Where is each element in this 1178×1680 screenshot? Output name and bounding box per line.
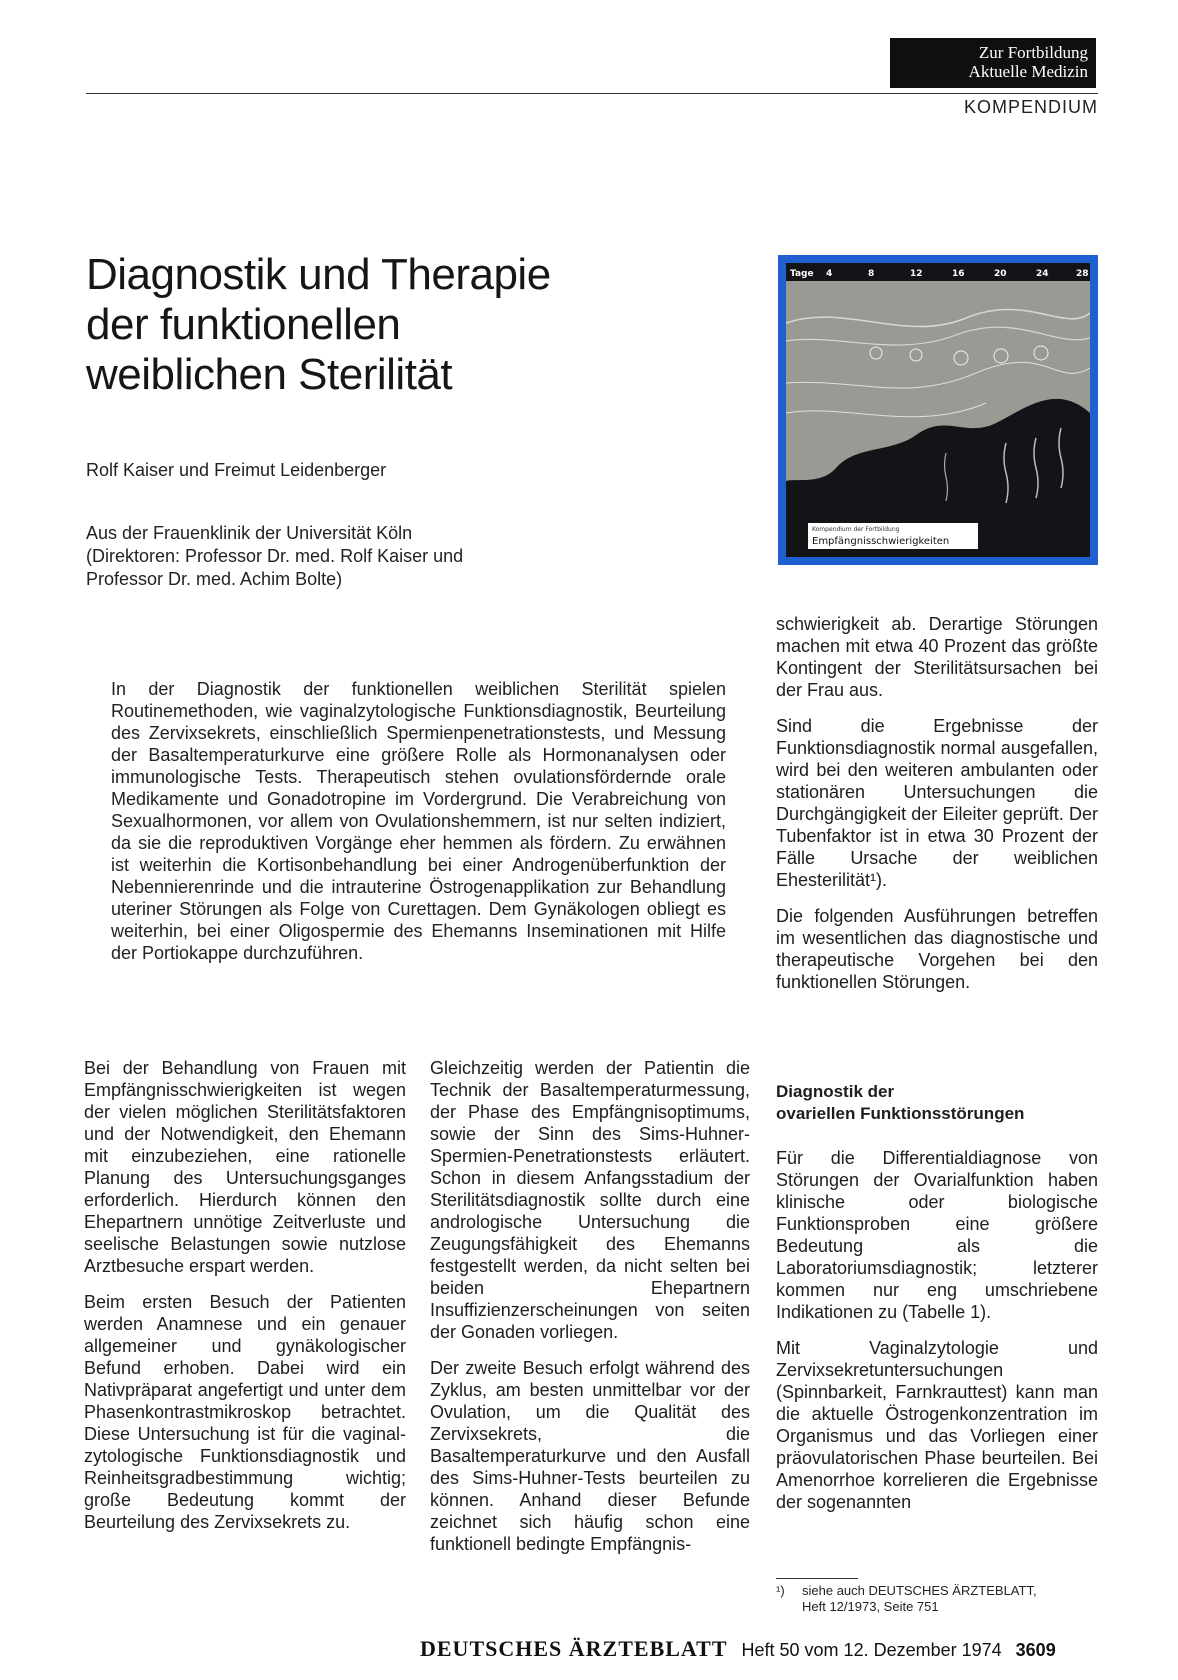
title-line-1: Diagnostik und Therapie [86, 250, 551, 299]
column-2 [430, 1057, 750, 1569]
footnote-rule [776, 1578, 858, 1579]
tick-label: 8 [868, 269, 875, 279]
tick-label: 24 [1036, 269, 1049, 279]
paragraph: Bei der Behandlung von Frauen mit Empfängnisschwierigkeiten ist wegen der vielen möglichen Sterilitätsfaktoren und der Notwendigkeit, den Ehemann mit einzubeziehen, eine rationelle Planung des Untersuchungsganges erforderlich. Hierdurch können den Ehepartnern unnötige Zeitverluste und seelische Belastungen sowie nutzlose Arztbesuche erspart werden. [84, 1058, 406, 1276]
section-heading [776, 1081, 1098, 1125]
paragraph: Die folgenden Ausführungen betreffen im wesentlichen das diagnostische und therapeutische Vorgehen bei den funktionellen Störungen. [776, 906, 1098, 992]
issue-info: Heft 50 vom 12. Dezember 1974 [741, 1640, 1002, 1660]
header-rule [86, 93, 1098, 94]
section-badge [890, 38, 1096, 88]
abstract: In der Diagnostik der funktionellen weiblichen Sterilität spielen Routinemethoden, wie vaginalzytologische Funktionsdiagnostik, Beurteilung des Zervixsekrets, einschließlich Spermienpenetrationstests, und Messung der Basaltemperaturkurve eine größere Rolle als Hormonanalysen oder immunologische Tests. Therapeutisch stehen ovulationsfördernde orale Medikamente und Gonadotropine im Vordergrund. Die Verabreichung von Sexualhormonen, vor allem von Ovulationshemmern, ist nur selten indiziert, da sie die reproduktiven Vorgänge eher hemmen als fördern. Zu erwähnen ist weiterhin die Kortisonbehandlung bei einer Androgenüberfunktion der Nebennierenrinde und die intrauterine Östrogenapplikation zur Behandlung uteriner Störungen als Folge von Curettagen. Dem Gynäkologen obliegt es weiterhin, bei einer Oligospermie des Ehemanns Inseminationen mit Hilfe der Portiokappe durchzuführen. [111, 679, 726, 963]
tick-label: 28 [1076, 269, 1089, 279]
paragraph: schwierigkeit ab. Derartige Störungen machen mit etwa 40 Prozent das größte Kontingent der Sterilitätsursachen bei der Frau aus. [776, 614, 1098, 700]
section-heading-line-2: ovariellen Funktionsstörungen [776, 1104, 1025, 1123]
page-number: 3609 [1015, 1640, 1056, 1660]
journal-name: DEUTSCHES ÄRZTEBLATT [420, 1636, 728, 1661]
footnote-line-2 [776, 1599, 1098, 1615]
affiliation-line-2: (Direktoren: Professor Dr. med. Rolf Kaiser und [86, 546, 464, 566]
tick-label: 16 [952, 269, 965, 279]
authors: Rolf Kaiser und Freimut Leidenberger [86, 460, 387, 480]
page-footer [420, 1636, 1100, 1662]
tick-label: 4 [826, 269, 833, 279]
paragraph: Mit Vaginalzytologie und Zervixsekretuntersuchungen (Spinnbarkeit, Farnkrauttest) kann man die aktuelle Östrogenkonzentration im Organismus und das Vorliegen einer präovulatorischen Phase beurteilen. Bei Amenorrhoe korrelieren die Ergebnisse der sogenannten [776, 1338, 1098, 1512]
caption-small: Kompendium der Fortbildung [812, 526, 900, 533]
footnote-text-1: siehe auch DEUTSCHES ÄRZTEBLATT, [802, 1583, 1037, 1598]
article-title [86, 250, 646, 400]
caption-title: Empfängnisschwierigkeiten [812, 536, 950, 547]
footnote [776, 1583, 1098, 1615]
axis-label: Tage [790, 269, 814, 279]
column-3-bottom [776, 1081, 1098, 1527]
footnote-mark: ¹) [776, 1583, 785, 1598]
column-1 [84, 1057, 406, 1547]
cycle-illustration [786, 263, 1090, 557]
column-3-top [776, 613, 1098, 1007]
paragraph: Für die Differentialdiagnose von Störungen der Ovarialfunktion haben klinische oder biologische Funktionsproben eine größere Bedeutung als die Laboratoriumsdiagnostik; letzterer kommen nur eng umschriebene Indikationen zu (Tabelle 1). [776, 1148, 1098, 1322]
section-heading-line-1: Diagnostik der [776, 1082, 895, 1101]
footnote-line-1 [776, 1583, 1098, 1599]
badge-line-1: Zur Fortbildung [978, 43, 1088, 62]
cover-figure [778, 255, 1098, 565]
paragraph: Gleichzeitig werden der Patientin die Technik der Basaltemperaturmessung, der Phase des Empfängnisoptimums, sowie der Sinn des Sims-Huhner-Spermien-Penetrationstests erläutert. Schon in diesem Anfangsstadium der Sterilitätsdiagnostik sollte durch eine andrologische Untersuchung die Zeugungsfähigkeit des Ehemanns festgestellt werden, da nicht selten bei beiden Ehepartnern Insuffizienzerscheinungen von seiten der Gonaden vorliegen. [430, 1058, 750, 1342]
affiliation-line-3: Professor Dr. med. Achim Bolte) [86, 569, 343, 589]
affiliation [86, 522, 606, 591]
paragraph: Der zweite Besuch erfolgt während des Zyklus, am besten unmittelbar vor der Ovulation, um die Qualität des Zervixsekrets, die Basaltemperaturkurve und den Ausfall des Sims-Huhner-Tests beurteilen zu können. Anhand dieser Befunde zeichnet sich häufig schon eine funktionell bedingte Empfängnis- [430, 1358, 750, 1554]
tick-label: 20 [994, 269, 1007, 279]
section-label: KOMPENDIUM [963, 97, 1098, 117]
title-line-2: der funktionellen [86, 300, 401, 349]
affiliation-line-1: Aus der Frauenklinik der Universität Köln [86, 523, 413, 543]
tick-label: 12 [910, 269, 923, 279]
paragraph: Sind die Ergebnisse der Funktionsdiagnostik normal ausgefallen, wird bei den weiteren ambulanten oder stationären Untersuchungen die Durchgängigkeit der Eileiter geprüft. Der Tubenfaktor ist in etwa 30 Prozent der Fälle Ursache der weiblichen Ehesterilität¹). [776, 716, 1098, 890]
paragraph: Beim ersten Besuch der Patienten werden Anamnese und ein genauer allgemeiner und gynäkologischer Befund erhoben. Dabei wird ein Nativpräparat angefertigt und unter dem Phasenkontrastmikroskop betrachtet. Diese Untersuchung ist für die vaginal-zytologische Funktionsdiagnostik und Reinheitsgradbestimmung wichtig; große Bedeutung kommt der Beurteilung des Zervixsekrets zu. [84, 1292, 406, 1532]
footnote-text-2: Heft 12/1973, Seite 751 [802, 1599, 939, 1614]
title-line-3: weiblichen Sterilität [86, 350, 453, 399]
badge-line-2: Aktuelle Medizin [968, 62, 1088, 81]
